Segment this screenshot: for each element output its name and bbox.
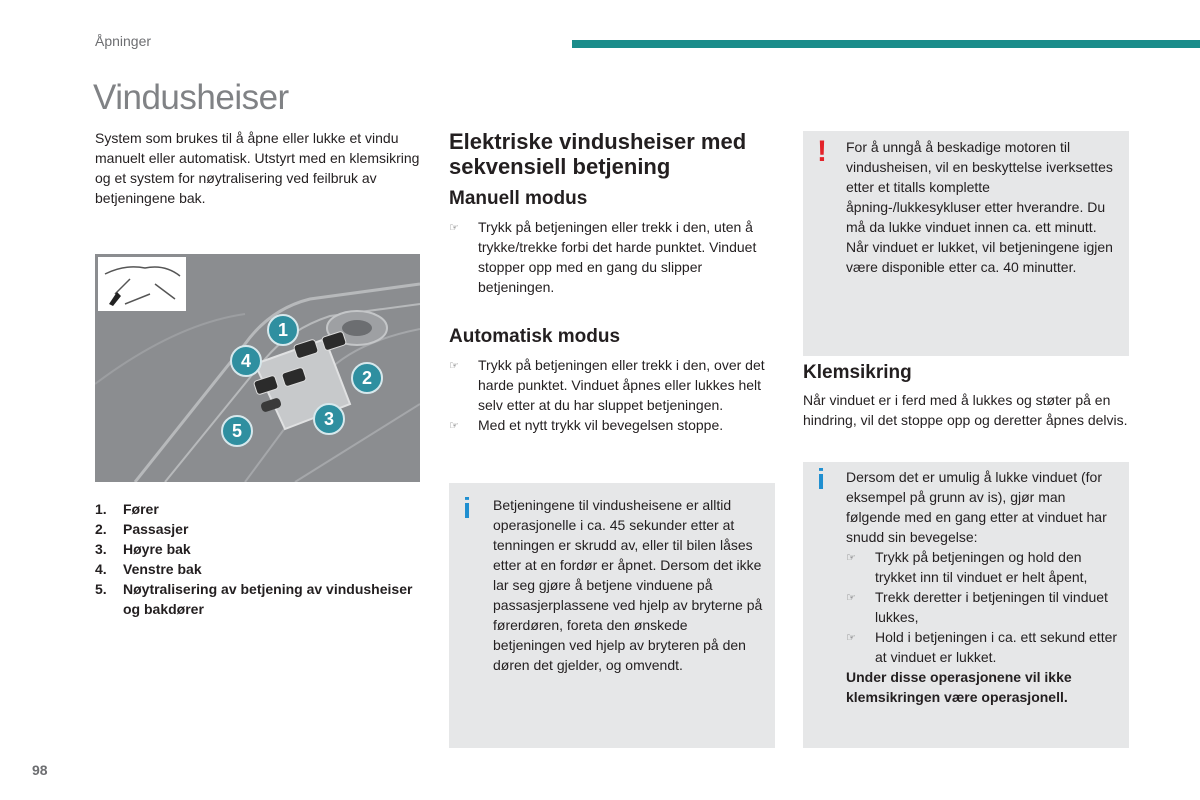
list-item <box>449 217 775 297</box>
list-item-text: Trykk på betjeningen eller trekk i den, over det harde punktet. Vinduet åpnes eller lukkes helt selv etter at du har sluppet betjeningen. <box>478 357 765 413</box>
manual-mode-heading: Manuell modus <box>449 188 588 209</box>
page-title: Vindusheiser <box>93 78 289 117</box>
legend-label: Venstre bak <box>123 561 202 577</box>
callout-5: 5 <box>221 415 253 447</box>
list-item-text: Trykk på betjeningen eller trekk i den, uten å trykke/trekke forbi det harde punktet. Vinduet stopper opp med en gang du slipper betjeningen. <box>478 219 757 295</box>
pointing-hand-icon: ☞ <box>846 552 856 564</box>
legend-label: Høyre bak <box>123 541 191 557</box>
pointing-hand-icon: ☞ <box>449 222 459 234</box>
header-accent-bar <box>572 40 1200 48</box>
legend-item <box>95 539 425 559</box>
callout-3: 3 <box>313 403 345 435</box>
callout-4: 4 <box>230 345 262 377</box>
legend-label: Nøytralisering av betjening av vindusheiser og bakdører <box>123 581 413 617</box>
info-icon: i <box>463 493 472 525</box>
legend-number: 5. <box>95 581 107 597</box>
list-item <box>449 355 775 415</box>
legend-label: Passasjer <box>123 521 189 537</box>
auto-mode-list <box>449 355 775 436</box>
legend-item <box>95 499 425 519</box>
window-switch-illustration <box>95 254 420 482</box>
legend-item <box>95 559 425 579</box>
list-item <box>449 415 775 436</box>
list-item-text: Trekk deretter i betjeningen til vinduet lukkes, <box>875 589 1108 625</box>
legend-number: 2. <box>95 521 107 537</box>
info-box-note: Under disse operasjonene vil ikke klemsikringen være operasjonell. <box>846 669 1072 705</box>
info-box-text: Betjeningene til vindusheisene er alltid operasjonelle i ca. 45 sekunder etter at tenningen er skrudd av, eller til bilen låses etter at en fordør er åpnet. Dersom det ikke lar seg gjøre å betjene vinduene på passasjerplassene ved hjelp av bryterne på førerdøren, foreta den ønskede betjeningen ved hjelp av bryteren på den døren det gjelder, og omvendt. <box>493 497 763 673</box>
list-item <box>846 627 1118 667</box>
electric-windows-heading: Elektriske vindusheiser med sekvensiell betjening <box>449 129 747 179</box>
list-item-text: Trykk på betjeningen og hold den trykket inn til vinduet er helt åpent, <box>875 549 1088 585</box>
pointing-hand-icon: ☞ <box>449 360 459 372</box>
warning-box-text: For å unngå å beskadige motoren til vindusheisen, vil en beskyttelse iverksettes etter et titalls komplette åpning-/lukkesykluser etter hverandre. Du må da lukke vinduet innen ca. ett minutt. Når vinduet er lukket, vil betjeningene igjen være disponible etter ca. 40 minutter. <box>846 139 1113 275</box>
anti-pinch-heading: Klemsikring <box>803 362 912 383</box>
intro-paragraph: System som brukes til å åpne eller lukke et vindu manuelt eller automatisk. Utstyrt med en klemsikring og et system for nøytralisering ved feilbruk av betjeningene bak. <box>95 130 420 206</box>
callout-1: 1 <box>267 314 299 346</box>
legend-number: 4. <box>95 561 107 577</box>
info-icon: i <box>817 464 826 496</box>
pointing-hand-icon: ☞ <box>846 592 856 604</box>
list-item-text: Med et nytt trykk vil bevegelsen stoppe. <box>478 417 724 433</box>
anti-pinch-text: Når vinduet er i ferd med å lukkes og støter på en hindring, vil det stoppe opp og deretter åpnes delvis. <box>803 392 1128 428</box>
list-item <box>846 547 1118 587</box>
legend-number: 1. <box>95 501 107 517</box>
legend-item <box>95 519 425 539</box>
legend-number: 3. <box>95 541 107 557</box>
pointing-hand-icon: ☞ <box>449 420 459 432</box>
info-box-timer <box>449 483 775 748</box>
figure-legend <box>95 499 425 619</box>
legend-label: Fører <box>123 501 159 517</box>
warning-box <box>803 131 1129 356</box>
list-item-text: Hold i betjeningen i ca. ett sekund etter at vinduet er lukket. <box>875 629 1118 665</box>
callout-2: 2 <box>351 362 383 394</box>
pointing-hand-icon: ☞ <box>846 632 856 644</box>
list-item <box>846 587 1118 627</box>
section-label: Åpninger <box>95 33 152 49</box>
legend-item <box>95 579 425 619</box>
info-box-intro: Dersom det er umulig å lukke vinduet (for eksempel på grunn av is), gjør man følgende med en gang etter at vinduet har snudd sin bevegelse: <box>846 469 1107 545</box>
page-number: 98 <box>32 762 48 778</box>
warning-icon: ! <box>817 135 827 168</box>
info-box-ice <box>803 462 1129 748</box>
auto-mode-heading: Automatisk modus <box>449 326 621 347</box>
info-box-list <box>846 547 1118 667</box>
manual-mode-list <box>449 217 775 297</box>
